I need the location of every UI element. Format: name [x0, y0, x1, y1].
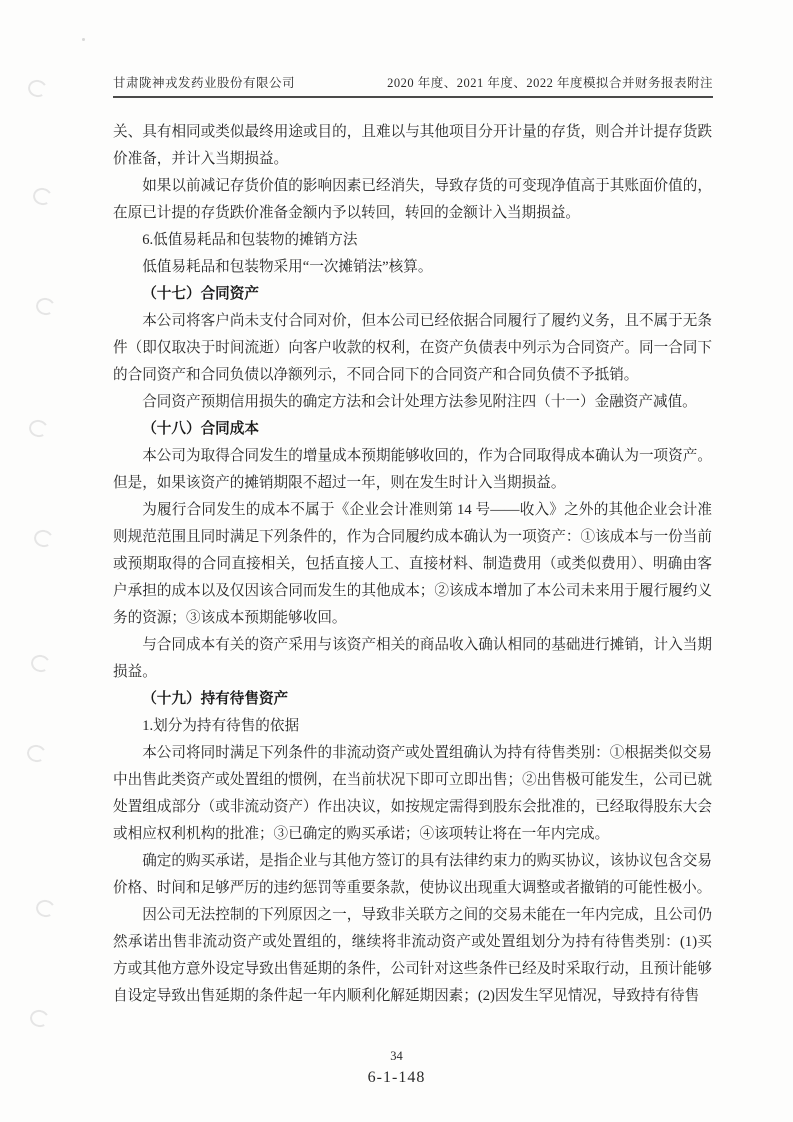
list-item-1: 1.划分为持有待售的依据 — [142, 718, 300, 734]
page-footer — [0, 1046, 793, 1090]
paragraph: 本公司为取得合同发生的增量成本预期能够收回的，作为合同取得成本确认为一项资产。但是，如果该资产的摊销期限不超过一年，则在发生时计入当期损益。 — [113, 448, 712, 491]
paragraph: 为履行合同发生的成本不属于《企业会计准则第 14 号——收入》之外的其他企业会计准则规范范围且同时满足下列条件的，作为合同履约成本确认为一项资产：①该成本与一份当前或预期取得的合同直接相关，包括直接人工、直接材料、制造费用（或类似费用）、明确由客户承担的成本以及仅因该合同而发生的其他成本；②该成本增加了本公司未来用于履行履约义务的资源；③该成本预期能够收回。 — [113, 502, 712, 626]
paragraph: 如果以前减记存货价值的影响因素已经消失，导致存货的可变现净值高于其账面价值的，在原已计提的存货跌价准备金额内予以转回，转回的金额计入当期损益。 — [113, 178, 712, 221]
scan-artifact — [26, 78, 49, 99]
paragraph: 本公司将同时满足下列条件的非流动资产或处置组确认为持有待售类别：①根据类似交易中出售此类资产或处置组的惯例，在当前状况下即可立即出售；②出售极可能发生，公司已就处置组成部分（或非流动资产）作出决议，如按规定需得到股东会批准的，已经取得股东大会或相应权利机构的批准；③已确定的购买承诺；④该项转让将在一年内完成。 — [113, 745, 712, 842]
page-number: 34 — [390, 1049, 403, 1063]
company-name: 甘肃陇神戎发药业股份有限公司 — [113, 76, 296, 90]
section-heading-19: （十九）持有待售资产 — [142, 691, 289, 707]
paragraph: 本公司将客户尚未支付合同对价，但本公司已经依据合同履行了履约义务，且不属于无条件（即仅取决于时间流逝）向客户收款的权利，在资产负债表中列示为合同资产。同一合同下的合同资产和合同负债以净额列示，不同合同下的合同资产和合同负债不予抵销。 — [113, 313, 712, 383]
scan-artifact — [29, 653, 52, 674]
scan-artifact — [32, 528, 55, 549]
scan-artifact — [34, 296, 57, 317]
scan-speck — [82, 38, 85, 41]
section-heading-17: （十七）合同资产 — [142, 286, 259, 302]
scan-artifact — [27, 418, 50, 439]
paragraph: 因公司无法控制的下列原因之一，导致非关联方之间的交易未能在一年内完成，且公司仍然承诺出售非流动资产或处置组的，继续将非流动资产或处置组划分为持有待售类别：(1)买方或其他方意外设定导致出售延期的条件，公司针对这些条件已经及时采取行动，且预计能够自设定导致出售延期的条件起一年内顺利化解延期因素；(2)因发生罕见情况，导致持有待售 — [113, 907, 712, 1004]
report-title: 2020 年度、2021 年度、2022 年度模拟合并财务报表附注 — [387, 76, 713, 90]
page-header — [113, 73, 713, 98]
document-page-number: 6-1-148 — [367, 1069, 426, 1086]
paragraph: 与合同成本有关的资产采用与该资产相关的商品收入确认相同的基础进行摊销，计入当期损益。 — [113, 637, 712, 680]
paragraph: 合同资产预期信用损失的确定方法和会计处理方法参见附注四（十一）金融资产减值。 — [142, 394, 697, 410]
document-body — [113, 119, 712, 1010]
scan-artifact — [31, 186, 54, 207]
scan-artifact — [25, 743, 48, 764]
scan-artifact — [28, 1008, 51, 1029]
scan-artifact — [34, 898, 57, 919]
paragraph: 低值易耗品和包装物采用“一次摊销法”核算。 — [142, 259, 433, 275]
section-heading-18: （十八）合同成本 — [142, 421, 259, 437]
list-item-6: 6.低值易耗品和包装物的摊销方法 — [142, 232, 358, 248]
paragraph: 确定的购买承诺，是指企业与其他方签订的具有法律约束力的购买协议，该协议包含交易价格、时间和足够严厉的违约惩罚等重要条款，使协议出现重大调整或者撤销的可能性极小。 — [113, 853, 712, 896]
paragraph-continuation: 关、具有相同或类似最终用途或目的，且难以与其他项目分开计量的存货，则合并计提存货跌价准备，并计入当期损益。 — [113, 124, 712, 167]
